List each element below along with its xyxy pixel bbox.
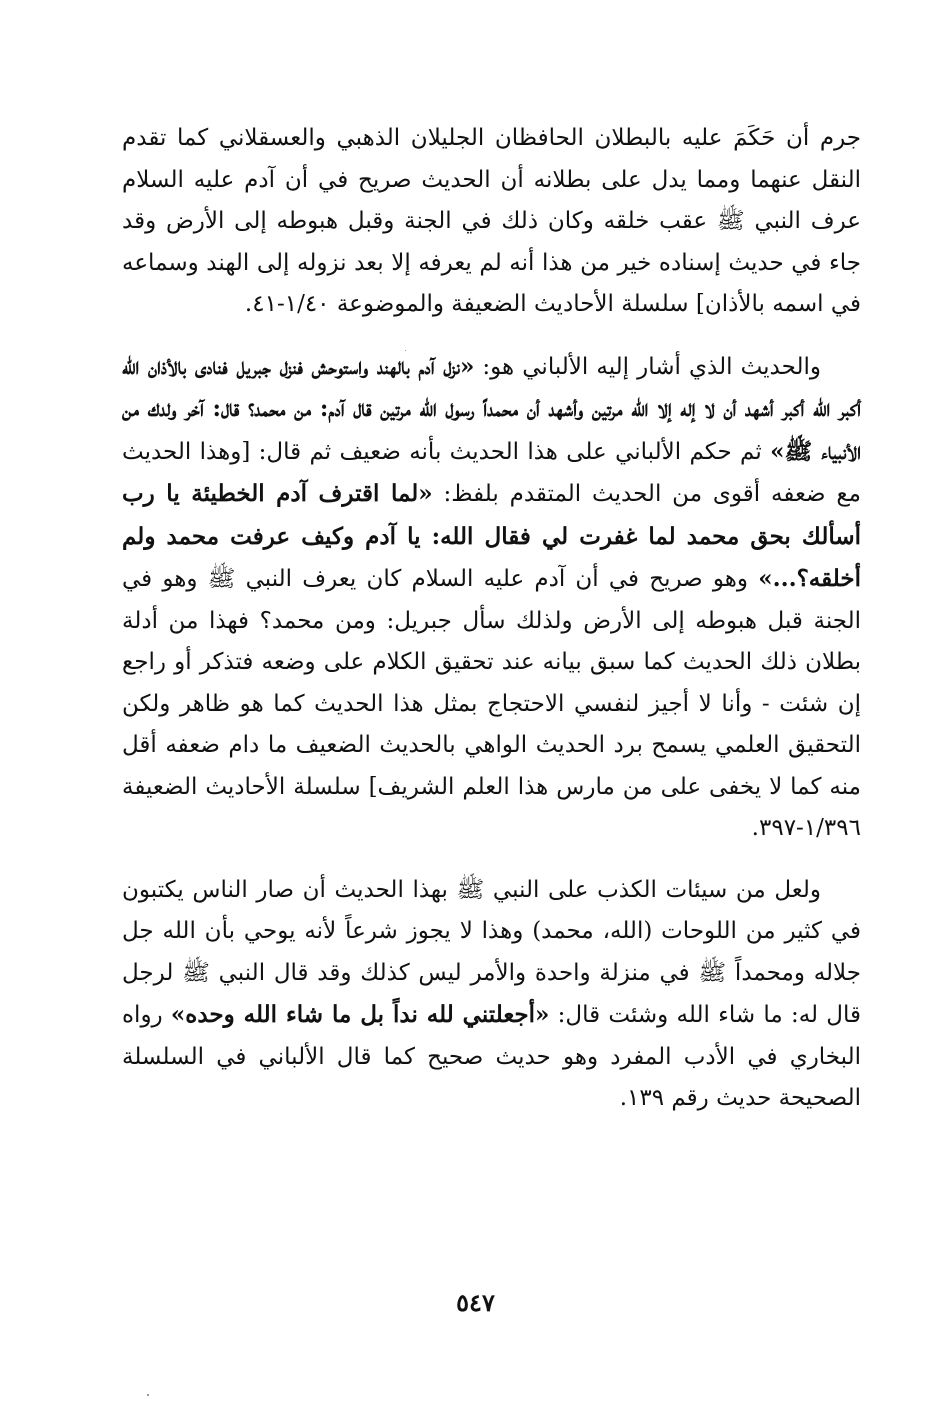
paragraph-3-intro: ولعل من سيئات الكذب على النبي ﷺ بهذا الحديث أن صار الناس يكتبون في كثير من اللوحات (الله، محمد) وهذا لا يجوز شرعاً لأنه يوحي بأن الله جل جلاله ومحمداً ﷺ في منزلة واحدة والأمر ليس كذلك وقد قال النبي ﷺ لرجل قال له: ما شاء الله وشئت قال: [122,876,862,1028]
page-body [122,118,861,1120]
paragraph-3 [122,870,861,1120]
paragraph-1-text: جرم أن حَكَمَ عليه بالبطلان الحافظان الجليلان الذهبي والعسقلاني كما تقدم النقل عنهما ومما يدل على بطلانه أن الحديث صريح في أن آدم عليه السلام عرف النبي ﷺ عقب خلقه وكان ذلك في الجنة وقبل هبوطه إلى الأرض وقد جاء في حديث إسناده خير من هذا أنه لم يعرفه إلا بعد نزوله إلى الهند وسماعه في اسمه بالأذان] سلسلة الأحاديث الضعيفة والموضوعة ١/٤٠-٤١. [122,125,861,317]
paragraph-3-conclusion: رواه البخاري في الأدب المفرد وهو حديث صحيح كما قال الألباني في السلسلة الصحيحة حديث رقم ١٣٩. [122,1002,861,1111]
paragraph-2-intro: والحديث الذي أشار إليه الألباني هو: [474,353,821,380]
paragraph-2-commentary: ثم حكم الألباني على هذا الحديث بأنه ضعيف ثم قال: [وهذا الحديث مع ضعفه أقوى من الحديث المتقدم بلفظ: [122,438,861,507]
hadith-quote-adam-india: «نزل آدم بالهند واستوحش فنزل جبريل فنادى بالأذان الله أكبر الله أكبر أشهد أن لا إله إلا الله مرتين وأشهد أن محمداً رسول الله مرتين قال آدم: من محمد؟ قال: آخر ولدك من الأنبياء ﷺ» [122,352,861,465]
page-number: ٥٤٧ [456,1288,495,1317]
paragraph-1 [122,118,861,326]
hadith-quote-equal: «أجعلتني لله نداً بل ما شاء الله وحده» [170,1001,550,1028]
scan-speck [405,350,406,351]
hadith-quote-adam-sin: «لما اقترف آدم الخطيئة يا رب أسألك بحق محمد لما غفرت لي فقال الله: يا آدم وكيف عرفت محمد ولم أخلقه؟...» [122,480,861,592]
paragraph-2-conclusion: وهو صريح في أن آدم عليه السلام كان يعرف النبي ﷺ وهو في الجنة قبل هبوطه إلى الأرض ولذلك سأل جبريل: ومن محمد؟ فهذا من أدلة بطلان ذلك الحديث كما سبق بيانه عند تحقيق الكلام على وضعه فتذكر أو راجع إن شئت - وأنا لا أجيز لنفسي الاحتجاج بمثل هذا الحديث كما هو ظاهر ولكن التحقيق العلمي يسمح برد الحديث الواهي بالحديث الضعيف ما دام ضعفه أقل منه كما لا يخفى على من مارس هذا العلم الشريف] سلسلة الأحاديث الضعيفة ١/٣٩٦-٣٩٧. [122,566,861,841]
paragraph-2 [122,346,861,850]
scan-speck [147,1394,149,1396]
